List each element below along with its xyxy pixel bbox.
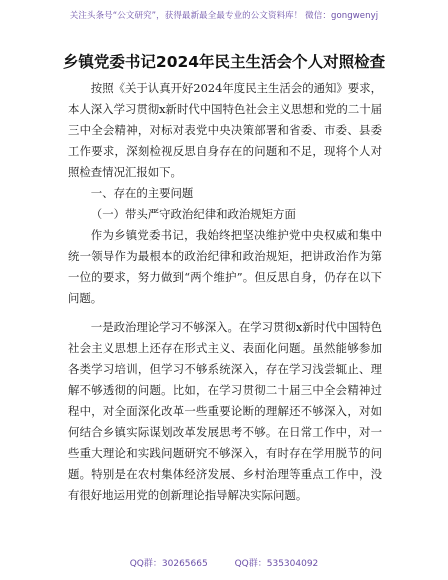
body-paragraph-2: 一是政治理论学习不够深入。在学习贯彻x新时代中国特色社会主义思想上还存在形式主义、表面化问题。虽然能够参加各类学习培训，但学习不够系统深入，存在学习浅尝辄止、理解不够透彻的问题。比如，在学习贯彻二十届三中全会精神过程中，对全面深化改革一些重要论断的理解还不够深入，对如何结合乡镇实际谋划改革发展思考不够。在日常工作中，对一些重大理论和实践问题研究不够深入，有时存在学用脱节的问题。特别是在农村集体经济发展、乡村治理等重点工作中，没有很好地运用党的创新理论指导解决实际问题。 (68, 320, 382, 502)
document-body (68, 78, 382, 506)
intro-paragraph: 按照《关于认真开好2024年度民主生活会的通知》要求，本人深入学习贯彻x新时代中国特色社会主义思想和党的二十届三中全会精神，对标对表党中央决策部署和省委、市委、县委工作要求，深刻检视反思自身存在的问题和不足，现将个人对照检查情况汇报如下。 (68, 81, 382, 179)
footer-banner (0, 556, 448, 569)
subsection-heading: （一）带头严守政治纪律和政治规矩方面 (90, 207, 296, 221)
section-heading: 一、存在的主要问题 (90, 186, 194, 200)
qq-group-1: QQ群：30265665 (129, 559, 208, 569)
qq-group-2: QQ群：535304092 (234, 559, 319, 569)
body-paragraph-1: 作为乡镇党委书记，我始终把坚决维护党中央权威和集中统一领导作为最根本的政治纪律和政治规矩，把讲政治作为第一位的要求，努力做到“两个维护”。但反思自身，仍存在以下问题。 (68, 228, 382, 305)
header-banner: 关注头条号“公文研究”，获得最新最全最专业的公文资料库！ 微信：gongwenyj (69, 11, 379, 21)
document-title: 乡镇党委书记2024年民主生活会个人对照检查 (62, 53, 386, 71)
